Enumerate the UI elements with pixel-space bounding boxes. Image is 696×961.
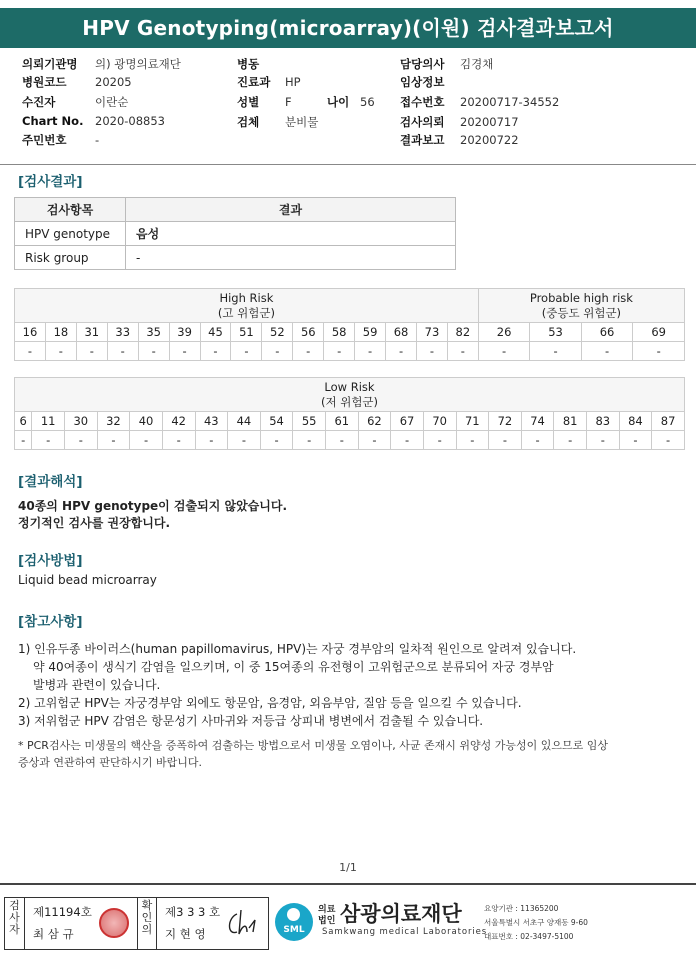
genotype-result-cell: - xyxy=(391,431,424,450)
results-table xyxy=(14,197,456,270)
genotype-cell: 26 xyxy=(478,323,529,342)
genotype-result-cell: - xyxy=(619,431,652,450)
genotype-result-cell: - xyxy=(581,342,632,361)
genotype-result-cell: - xyxy=(386,342,417,361)
genotype-result-cell: - xyxy=(633,342,685,361)
sex-label: 성별 xyxy=(237,95,260,109)
org-address: 서울특별시 서초구 양재동 9-60 xyxy=(484,918,588,927)
genotype-cell: 33 xyxy=(107,323,138,342)
age-label: 나이 xyxy=(327,95,350,109)
genotype-cell: 84 xyxy=(619,412,652,431)
sex-value: F xyxy=(285,95,292,109)
notes xyxy=(18,640,688,730)
recipient-label: 수진자 xyxy=(22,95,56,109)
genotype-cell: 74 xyxy=(521,412,554,431)
hospital-code-label: 병원코드 xyxy=(22,75,67,89)
genotype-result-cell: - xyxy=(521,431,554,450)
genotype-result-cell: - xyxy=(262,342,293,361)
note-line: 3) 저위험군 HPV 감염은 항문성기 사마귀와 저등급 상피내 병변에서 검출될 수 있습니다. xyxy=(18,714,484,728)
genotype-result-cell: - xyxy=(169,342,200,361)
genotype-result-cell: - xyxy=(15,431,32,450)
genotype-cell: 61 xyxy=(326,412,359,431)
accession-value: 20200717-34552 xyxy=(460,95,560,109)
probable-risk-sublabel: (중등도 위험군) xyxy=(541,305,622,320)
genotype-cell: 52 xyxy=(262,323,293,342)
genotype-cell: 62 xyxy=(358,412,391,431)
genotype-cell: 55 xyxy=(293,412,326,431)
results-cell: 음성 xyxy=(126,222,456,246)
genotype-result-cell: - xyxy=(76,342,107,361)
genotype-result-cell: - xyxy=(293,431,326,450)
dept-label: 진료과 xyxy=(237,75,271,89)
low-risk-label: Low Risk xyxy=(324,379,375,394)
accession-label: 접수번호 xyxy=(400,95,445,109)
report-title: HPV Genotyping(microarray)(이원) 검사결과보고서 xyxy=(0,8,696,48)
genotype-cell: 18 xyxy=(45,323,76,342)
genotype-result-cell: - xyxy=(293,342,324,361)
results-cell: HPV genotype xyxy=(15,222,126,246)
interp-line: 40종의 HPV genotype이 검출되지 않았습니다. xyxy=(18,499,288,513)
method-text: Liquid bead microarray xyxy=(18,573,157,587)
genotype-cell: 72 xyxy=(489,412,522,431)
org-name: 삼광의료재단 xyxy=(340,902,462,926)
doctor-value: 김경채 xyxy=(460,57,494,71)
genotype-cell: 82 xyxy=(447,323,478,342)
resident-label: 주민번호 xyxy=(22,133,67,147)
specimen-value: 분비물 xyxy=(285,115,319,129)
genotype-result-cell: - xyxy=(587,431,620,450)
resident-value: - xyxy=(95,133,100,147)
confirm-label: 확인의 xyxy=(137,898,157,949)
genotype-cell: 71 xyxy=(456,412,489,431)
results-header-result: 결과 xyxy=(126,198,456,222)
genotype-cell: 73 xyxy=(416,323,447,342)
request-label: 검사의뢰 xyxy=(400,115,445,129)
genotype-result-cell: - xyxy=(260,431,293,450)
genotype-result-cell: - xyxy=(200,342,231,361)
genotype-cell: 30 xyxy=(65,412,98,431)
genotype-cell: 6 xyxy=(15,412,32,431)
probable-risk-header xyxy=(478,289,684,323)
genotype-cell: 39 xyxy=(169,323,200,342)
confirm-number: 제3 3 3 호 xyxy=(165,905,221,919)
footnote-line: * PCR검사는 미생물의 핵산을 증폭하여 검출하는 방법으로서 미생물 오염이나, 사균 존재시 위양성 가능성이 있으므로 임상 xyxy=(18,739,608,752)
examiner-number: 제11194호 xyxy=(33,905,92,919)
genotype-result-cell: - xyxy=(32,431,65,450)
recipient-value: 이란순 xyxy=(95,95,129,109)
org-code: 요양기관 : 11365200 xyxy=(484,904,559,913)
note-line: 1) 인유두종 바이러스(human papillomavirus, HPV)는 자궁 경부암의 일차적 원인으로 알려져 있습니다. xyxy=(18,642,577,656)
genotype-result-cell: - xyxy=(326,431,359,450)
note-line: 2) 고위험군 HPV는 자궁경부암 외에도 항문암, 음경암, 외음부암, 질암 등을 일으킬 수 있습니다. xyxy=(18,696,522,710)
genotype-result-cell: - xyxy=(324,342,355,361)
genotype-result-cell: - xyxy=(138,342,169,361)
genotype-result-cell: - xyxy=(130,431,163,450)
dept-value: HP xyxy=(285,75,301,89)
genotype-cell: 53 xyxy=(530,323,581,342)
logo-text: SML xyxy=(283,925,305,935)
report-label: 결과보고 xyxy=(400,133,445,147)
genotype-result-cell: - xyxy=(107,342,138,361)
interp-section-title: [결과해석] xyxy=(18,474,83,490)
header-divider xyxy=(0,164,696,165)
genotype-cell: 11 xyxy=(32,412,65,431)
genotype-result-cell: - xyxy=(416,342,447,361)
genotype-result-cell: - xyxy=(358,431,391,450)
genotype-result-cell: - xyxy=(489,431,522,450)
signature-icon xyxy=(223,906,263,942)
genotype-result-cell: - xyxy=(65,431,98,450)
genotype-cell: 32 xyxy=(97,412,130,431)
genotype-cell: 43 xyxy=(195,412,228,431)
genotype-result-cell: - xyxy=(231,342,262,361)
org-prefix xyxy=(318,905,335,927)
report-value: 20200722 xyxy=(460,133,519,147)
confirm-name: 지 현 영 xyxy=(165,927,206,941)
genotype-cell: 58 xyxy=(324,323,355,342)
genotype-cell: 56 xyxy=(293,323,324,342)
genotype-result-cell: - xyxy=(456,431,489,450)
org-prefix-line: 의료 xyxy=(318,905,336,915)
genotype-cell: 54 xyxy=(260,412,293,431)
genotype-cell: 31 xyxy=(76,323,107,342)
genotype-result-cell: - xyxy=(195,431,228,450)
note-line: 약 40여종이 생식기 감염을 일으키며, 이 중 15여종의 유전형이 고위험군으로 분류되어 자궁 경부암 xyxy=(33,660,554,674)
footnote-line: 증상과 연관하여 판단하시기 바랍니다. xyxy=(18,756,203,769)
specimen-label: 검체 xyxy=(237,115,260,129)
high-risk-label: High Risk xyxy=(219,290,274,305)
hospital-code-value: 20205 xyxy=(95,75,132,89)
results-cell: - xyxy=(126,246,456,270)
chart-label: Chart No. xyxy=(22,114,84,128)
notes-section-title: [참고사항] xyxy=(18,614,83,630)
interp-line: 정기적인 검사를 권장합니다. xyxy=(18,516,171,530)
genotype-cell: 69 xyxy=(633,323,685,342)
table-row xyxy=(15,222,456,246)
probable-risk-label: Probable high risk xyxy=(529,290,633,305)
genotype-cell: 44 xyxy=(228,412,261,431)
examiner-info xyxy=(33,901,92,945)
request-value: 20200717 xyxy=(460,115,519,129)
results-section-title: [검사결과] xyxy=(18,174,83,190)
high-risk-sublabel: (고 위험군) xyxy=(217,305,275,320)
signature-box xyxy=(4,897,269,950)
genotype-result-cell: - xyxy=(530,342,581,361)
genotype-cell: 67 xyxy=(391,412,424,431)
examiner-name: 최 삼 규 xyxy=(33,927,74,941)
org-english-name: Samkwang medical Laboratories xyxy=(322,927,488,937)
genotype-cell: 68 xyxy=(386,323,417,342)
genotype-cell: 40 xyxy=(130,412,163,431)
genotype-cell: 87 xyxy=(652,412,685,431)
high-risk-table xyxy=(14,288,685,361)
footnote xyxy=(18,737,678,771)
ward-label: 병동 xyxy=(237,57,260,71)
institution-label: 의뢰기관명 xyxy=(22,57,78,71)
genotype-result-cell: - xyxy=(45,342,76,361)
institution-value: 의) 광명의료재단 xyxy=(95,57,181,71)
genotype-result-cell: - xyxy=(15,342,46,361)
genotype-cell: 70 xyxy=(423,412,456,431)
genotype-result-cell: - xyxy=(355,342,386,361)
age-value: 56 xyxy=(360,95,375,109)
genotype-result-cell: - xyxy=(97,431,130,450)
genotype-result-cell: - xyxy=(554,431,587,450)
genotype-result-cell: - xyxy=(423,431,456,450)
genotype-cell: 42 xyxy=(162,412,195,431)
confirm-info xyxy=(165,901,220,945)
org-contact xyxy=(484,902,588,944)
genotype-cell: 16 xyxy=(15,323,46,342)
seal-stamp-icon xyxy=(99,908,129,938)
high-risk-header xyxy=(15,289,479,323)
note-line: 발병과 관련이 있습니다. xyxy=(33,678,161,692)
doctor-label: 담당의사 xyxy=(400,57,445,71)
genotype-result-cell: - xyxy=(162,431,195,450)
genotype-cell: 83 xyxy=(587,412,620,431)
clinical-label: 임상정보 xyxy=(400,75,445,89)
examiner-label: 검사자 xyxy=(5,898,25,949)
low-risk-table xyxy=(14,377,685,450)
table-row xyxy=(15,246,456,270)
genotype-result-cell: - xyxy=(652,431,685,450)
footer-divider xyxy=(0,883,696,885)
genotype-cell: 81 xyxy=(554,412,587,431)
low-risk-header xyxy=(15,378,685,412)
method-section-title: [검사방법] xyxy=(18,553,83,569)
chart-value: 2020-08853 xyxy=(95,114,165,128)
genotype-cell: 45 xyxy=(200,323,231,342)
page-number: 1/1 xyxy=(339,861,357,874)
interpretation xyxy=(18,498,287,532)
genotype-cell: 51 xyxy=(231,323,262,342)
sml-logo-icon xyxy=(275,903,313,941)
genotype-result-cell: - xyxy=(228,431,261,450)
genotype-cell: 35 xyxy=(138,323,169,342)
results-cell: Risk group xyxy=(15,246,126,270)
genotype-cell: 66 xyxy=(581,323,632,342)
org-phone: 대표번호 : 02-3497-5100 xyxy=(484,932,574,941)
org-prefix-line: 법인 xyxy=(318,916,336,926)
low-risk-sublabel: (저 위험군) xyxy=(320,394,379,409)
genotype-result-cell: - xyxy=(447,342,478,361)
results-header-item: 검사항목 xyxy=(15,198,126,222)
genotype-cell: 59 xyxy=(355,323,386,342)
genotype-result-cell: - xyxy=(478,342,529,361)
